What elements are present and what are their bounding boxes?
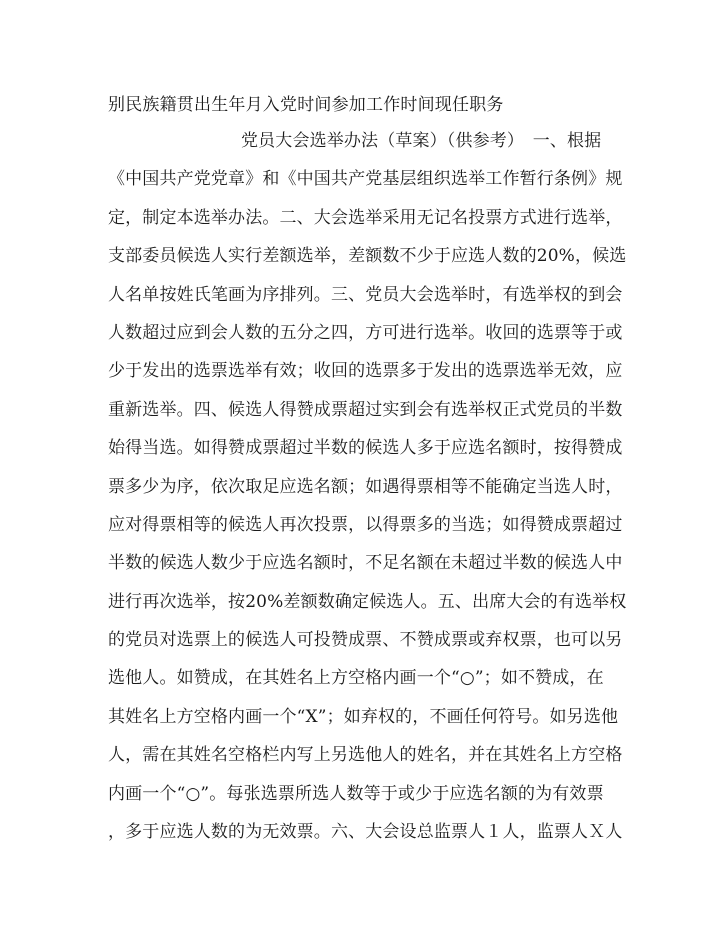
text-line: 进行再次选举，按20%差额数确定候选人。五、出席大会的有选举权 <box>108 591 627 612</box>
text-line: 内画一个“○”。每张选票所选人数等于或少于应选名额的为有效票 <box>108 783 604 804</box>
text-line: 选他人。如赞成，在其姓名上方空格内画一个“○”；如不赞成，在 <box>108 668 604 689</box>
election-rules-text <box>108 122 627 851</box>
text-line: 定，制定本选举办法。二、大会选举采用无记名投票方式进行选举， <box>108 207 623 228</box>
table-header-fields: 别民族籍贯出生年月入党时间参加工作时间现任职务 <box>108 95 504 115</box>
text-line: 其姓名上方空格内画一个“X”；如弃权的，不画任何符号。如另选他 <box>108 706 619 727</box>
text-line: 始得当选。如得赞成票超过半数的候选人多于应选名额时，按得赞成 <box>108 438 623 459</box>
text-line: 票多少为序，依次取足应选名额；如遇得票相等不能确定当选人时， <box>108 476 623 497</box>
text-line-title: 党员大会选举办法（草案）（供参考） 一、根据 <box>241 131 602 151</box>
text-line: 半数的候选人数少于应选名额时，不足名额在未超过半数的候选人中 <box>108 553 623 574</box>
text-line: 《中国共产党党章》和《中国共产党基层组织选举工作暂行条例》规 <box>108 169 623 190</box>
text-line: 人数超过应到会人数的五分之四，方可进行选举。收回的选票等于或 <box>108 322 623 343</box>
text-line: 的党员对选票上的候选人可投赞成票、不赞成票或弃权票，也可以另 <box>108 630 623 651</box>
text-line: 应对得票相等的候选人再次投票，以得票多的当选；如得赞成票超过 <box>108 514 623 535</box>
text-line: 人，需在其姓名空格栏内写上另选他人的姓名，并在其姓名上方空格 <box>108 745 623 766</box>
text-line: 支部委员候选人实行差额选举，差额数不少于应选人数的20%，候选 <box>108 246 627 267</box>
text-line: ，多于应选人数的为无效票。六、大会设总监票人１人，监票人Ｘ人 <box>108 822 623 843</box>
text-line: 重新选举。四、候选人得赞成票超过实到会有选举权正式党员的半数 <box>108 399 623 420</box>
text-line: 少于发出的选票选举有效；收回的选票多于发出的选票选举无效，应 <box>108 361 623 382</box>
text-line: 人名单按姓氏笔画为序排列。三、党员大会选举时，有选举权的到会 <box>108 284 623 305</box>
